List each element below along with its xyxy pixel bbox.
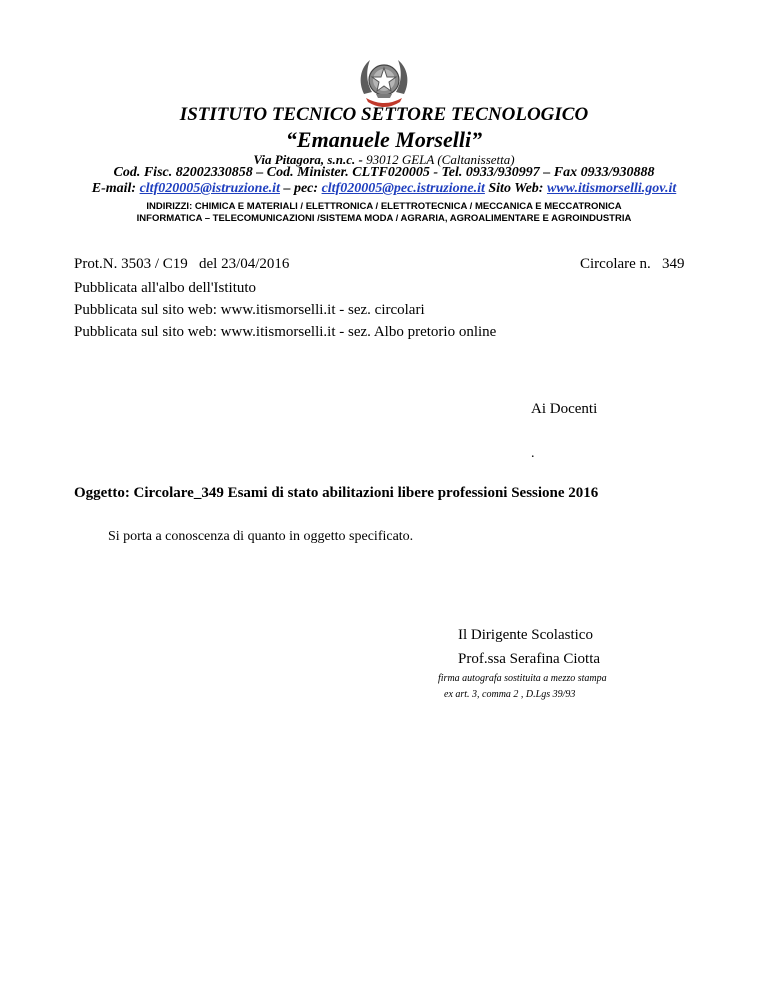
school-contacts [0, 181, 768, 197]
email-label: E-mail: [91, 181, 140, 196]
pec-link[interactable]: cltf020005@pec.istruzione.it [321, 181, 485, 196]
signature-note-1: firma autografa sostituita a mezzo stampa [438, 673, 607, 684]
pec-label: – pec: [279, 181, 322, 196]
recipient-dot: . [531, 446, 535, 461]
signature-name: Prof.ssa Serafina Ciotta [458, 651, 601, 667]
indirizzi-line-1: INDIRIZZI: CHIMICA E MATERIALI / ELETTRONICA / ELETTROTECNICA / MECCANICA E MECCATRONICA [146, 201, 622, 212]
published-albo: Pubblicata all'albo dell'Istituto [74, 280, 257, 296]
published-site-albo: Pubblicata sul sito web: www.itismorselli.it - sez. Albo pretorio online [74, 324, 497, 340]
web-label: Sito Web: [484, 181, 547, 196]
indirizzi-line-2: INFORMATICA – TELECOMUNICAZIONI /SISTEMA MODA / AGRARIA, AGROALIMENTARE E AGROINDUSTRIA [136, 213, 632, 224]
protocol-number: Prot.N. 3503 / C19 del 23/04/2016 [74, 256, 290, 272]
signature-role: Il Dirigente Scolastico [458, 627, 593, 643]
school-codes: Cod. Fisc. 82002330858 – Cod. Minister. CLTF020005 - Tel. 0933/930997 – Fax 0933/930888 [113, 165, 655, 180]
address-street: Via Pitagora, s.n.c. - [253, 152, 367, 167]
school-type: ISTITUTO TECNICO SETTORE TECNOLOGICO [179, 104, 589, 125]
signature-note-2: ex art. 3, comma 2 , D.Lgs 39/93 [444, 689, 576, 700]
published-site-circolari: Pubblicata sul sito web: www.itismorselli.it - sez. circolari [74, 302, 425, 318]
subject-line: Oggetto: Circolare_349 Esami di stato abilitazioni libere professioni Sessione 2016 [74, 485, 599, 501]
body-text: Si porta a conoscenza di quanto in oggetto specificato. [108, 529, 414, 544]
address-city: 93012 GELA (Caltanissetta) [366, 152, 515, 167]
website-link[interactable]: www.itismorselli.gov.it [546, 181, 677, 196]
recipient: Ai Docenti [531, 401, 598, 417]
circolare-number: Circolare n. 349 [580, 256, 685, 272]
school-name: “Emanuele Morselli” [285, 127, 483, 152]
email-link[interactable]: cltf020005@istruzione.it [139, 181, 280, 196]
